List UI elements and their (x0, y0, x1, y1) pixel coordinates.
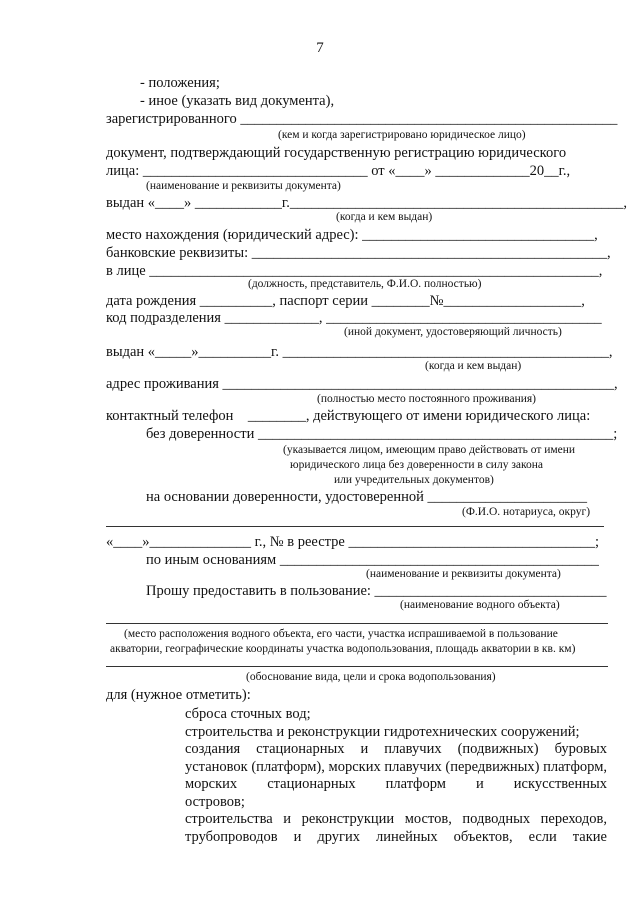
identity-document-caption: (иной документ, удостоверяющий личность) (344, 326, 562, 338)
contact-phone-field: контактный телефон ________, действующего от имени юридического лица: (106, 408, 591, 424)
without-power-of-attorney-field: без доверенности _________________________________________________; (146, 426, 618, 442)
issued-field-1: выдан «____» ____________г.______________________________________________, (106, 195, 627, 211)
registry-number-field: «____»______________ г., № в реестре __________________________________; (106, 534, 600, 550)
registered-by-field: зарегистрированного ____________________________________________________ (106, 111, 618, 127)
blank-line-2 (106, 623, 608, 624)
representative-caption: (должность, представитель, Ф.И.О. полностью) (248, 278, 482, 290)
residence-address-field: адрес проживания ______________________________________________________, (106, 376, 618, 392)
registration-document-line: документ, подтверждающий государственную регистрацию юридического (106, 145, 567, 161)
location-caption-2: акватории, географические координаты участка водопользования, площадь акватории в кв. км) (110, 643, 576, 655)
residence-address-caption: (полностью место постоянного проживания) (317, 393, 537, 405)
option-other-document: - иное (указать вид документа), (140, 93, 335, 109)
issued-field-2: выдан «_____»__________г. _____________________________________________, (106, 344, 613, 360)
other-grounds-caption: (наименование и реквизиты документа) (366, 568, 561, 580)
justification-caption: (обоснование вида, цели и срока водопользования) (246, 671, 496, 683)
blank-line-1 (106, 526, 604, 527)
notary-caption: (Ф.И.О. нотариуса, округ) (462, 506, 591, 518)
purpose-islands: островов; (185, 794, 245, 810)
registered-by-caption: (кем и когда зарегистрировано юридическое лицо) (278, 129, 526, 141)
option-regulations: - положения; (140, 75, 220, 91)
authority-caption-3: или учредительных документов) (334, 474, 494, 486)
registration-document-caption: (наименование и реквизиты документа) (146, 180, 341, 192)
purpose-hydraulic-structures: строительства и реконструкции гидротехнических сооружений; (185, 724, 580, 740)
blank-line-3 (106, 666, 608, 667)
purpose-heading: для (нужное отметить): (106, 687, 251, 703)
purpose-wastewater: сброса сточных вод; (185, 706, 311, 722)
purpose-drilling-platforms: создания стационарных и плавучих (подвижных) буровых установок (платформ), морских плавучих (передвижных) платформ, морских стационарных платформ и искусственных (185, 741, 607, 792)
page-number: 7 (316, 40, 324, 56)
location-caption-1: (место расположения водного объекта, его части, участка испрашиваемой в пользование (124, 628, 558, 640)
water-object-caption: (наименование водного объекта) (400, 599, 560, 611)
registration-document-field: лица: _______________________________ от «____» _____________20__г., (106, 163, 571, 179)
power-of-attorney-field: на основании доверенности, удостоверенной ______________________ (146, 489, 587, 505)
division-code-field: код подразделения _____________, ______________________________________ (106, 310, 602, 326)
other-grounds-field: по иным основаниям ____________________________________________ (146, 552, 599, 568)
authority-caption-1: (указывается лицом, имеющим право действовать от имени (283, 444, 576, 456)
authority-caption-2: юридического лица без доверенности в силу закона (290, 459, 543, 471)
birth-passport-field: дата рождения __________, паспорт серии ________№___________________, (106, 293, 585, 309)
water-object-request-field: Прошу предоставить в пользование: ________________________________ (146, 583, 607, 599)
purpose-bridges-pipelines: строительства и реконструкции мостов, подводных переходов, трубопроводов и других линейных объектов, если такие (185, 811, 607, 845)
issued-caption-1: (когда и кем выдан) (336, 211, 433, 223)
representative-field: в лице ______________________________________________________________, (106, 263, 603, 279)
bank-details-field: банковские реквизиты: _________________________________________________, (106, 245, 611, 261)
legal-address-field: место нахождения (юридический адрес): ________________________________, (106, 227, 598, 243)
issued-caption-2: (когда и кем выдан) (425, 360, 522, 372)
